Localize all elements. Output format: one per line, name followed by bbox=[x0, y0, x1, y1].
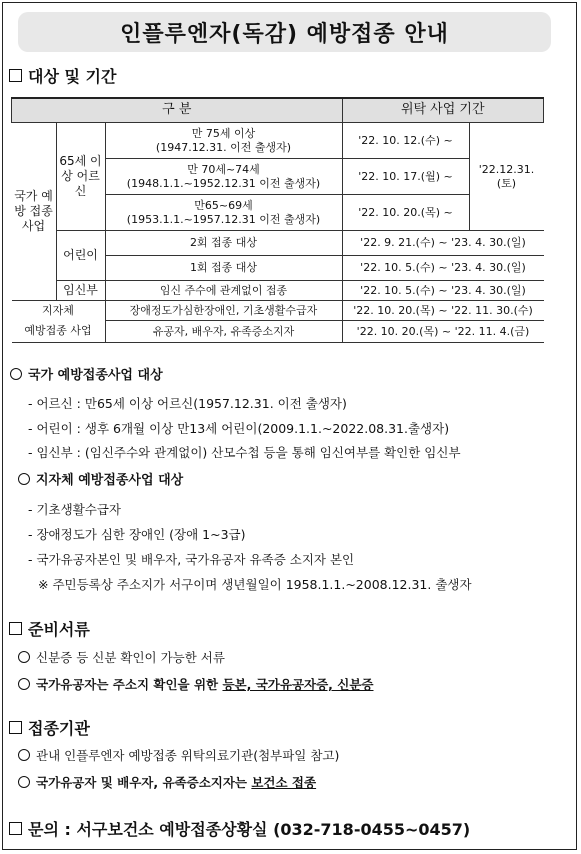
document-item bbox=[18, 648, 225, 666]
checkbox-square-icon bbox=[9, 721, 22, 734]
circle-bullet-icon bbox=[18, 776, 30, 788]
local-program-cell: 지자체 bbox=[12, 301, 106, 321]
local-target-title: 지자체 예방접종사업 대상 bbox=[36, 473, 184, 488]
table-header-category: 구 분 bbox=[12, 98, 343, 123]
elderly-end-cell: '22.12.31. (토) bbox=[469, 123, 544, 231]
schedule-table bbox=[11, 97, 544, 343]
local-program-cell-2: 예방접종 사업 bbox=[12, 321, 106, 343]
period-cell: '22. 10. 12.(수) ~ bbox=[342, 123, 469, 159]
document-item bbox=[18, 675, 374, 693]
pregnant-cell: 임신부 bbox=[56, 281, 105, 301]
table-row: 만65~69세 (1953.1.1.~1957.12.31 이전 출생자) bbox=[105, 195, 342, 231]
list-item: ※ 주민등록상 주소지가 서구이며 생년월일이 1958.1.1.~2008.12.31. 출생자 bbox=[38, 577, 472, 592]
circle-bullet-icon bbox=[18, 678, 30, 690]
period-cell: '22. 10. 5.(수) ~ '23. 4. 30.(일) bbox=[342, 256, 544, 281]
checkbox-square-icon bbox=[9, 822, 22, 835]
circle-bullet-icon bbox=[18, 473, 30, 485]
section-contact-heading bbox=[9, 817, 470, 840]
checkbox-square-icon bbox=[9, 622, 22, 635]
section-institutions-heading bbox=[9, 716, 90, 739]
local-target-heading bbox=[18, 469, 183, 488]
list-item: - 어르신 : 만65세 이상 어르신(1957.12.31. 이전 출생자) bbox=[28, 396, 347, 411]
table-row: 2회 접종 대상 bbox=[105, 231, 342, 256]
circle-bullet-icon bbox=[18, 749, 30, 761]
list-item: - 임신부 : (임신주수와 관계없이) 산모수첩 등을 통해 임신여부를 확인한 임신부 bbox=[28, 445, 461, 460]
document-item-text: 국가유공자는 주소지 확인을 위한 등본, 국가유공자증, 신분증 bbox=[36, 677, 374, 692]
table-header-period: 위탁 사업 기간 bbox=[342, 98, 544, 123]
table-row: 장애정도가심한장애인, 기초생활수급자 bbox=[105, 301, 342, 321]
list-item: - 국가유공자본인 및 배우자, 국가유공자 유족증 소지자 본인 bbox=[28, 552, 355, 567]
table-row: 만 70세~74세 (1948.1.1.~1952.12.31 이전 출생자) bbox=[105, 159, 342, 195]
period-cell: '22. 10. 20.(목) ~ bbox=[342, 195, 469, 231]
checkbox-square-icon bbox=[9, 69, 22, 82]
institution-item-text: 관내 인플루엔자 예방접종 위탁의료기관(첨부파일 참고) bbox=[36, 748, 340, 763]
national-target-heading bbox=[10, 364, 163, 383]
period-cell: '22. 9. 21.(수) ~ '23. 4. 30.(일) bbox=[342, 231, 544, 256]
section-target-heading bbox=[9, 64, 116, 87]
institution-item bbox=[18, 746, 339, 764]
section-documents-label: 준비서류 bbox=[28, 620, 90, 639]
list-item: - 기초생활수급자 bbox=[28, 502, 122, 517]
institution-item-text: 국가유공자 및 배우자, 유족증소지자는 보건소 접종 bbox=[36, 775, 317, 790]
table-row: 만 75세 이상 (1947.12.31. 이전 출생자) bbox=[105, 123, 342, 159]
circle-bullet-icon bbox=[18, 651, 30, 663]
period-cell: '22. 10. 20.(목) ~ '22. 11. 30.(수) bbox=[342, 301, 544, 321]
period-cell: '22. 10. 20.(목) ~ '22. 11. 4.(금) bbox=[342, 321, 544, 343]
period-cell: '22. 10. 5.(수) ~ '23. 4. 30.(일) bbox=[342, 281, 544, 301]
section-target-label: 대상 및 기간 bbox=[28, 67, 117, 86]
list-item: - 어린이 : 생후 6개월 이상 만13세 어린이(2009.1.1.~2022.08.31.출생자) bbox=[28, 421, 450, 436]
document-item-text: 신분증 등 신분 확인이 가능한 서류 bbox=[36, 650, 225, 665]
page-title: 인플루엔자(독감) 예방접종 안내 bbox=[18, 12, 551, 52]
circle-bullet-icon bbox=[10, 368, 22, 380]
table-row: 유공자, 배우자, 유족증소지자 bbox=[105, 321, 342, 343]
list-item: - 장애정도가 심한 장애인 (장애 1~3급) bbox=[28, 527, 246, 542]
institution-item bbox=[18, 773, 316, 791]
section-documents-heading bbox=[9, 617, 90, 640]
table-row: 1회 접종 대상 bbox=[105, 256, 342, 281]
child-cell: 어린이 bbox=[56, 231, 105, 281]
table-row: 임신 주수에 관계없이 접종 bbox=[105, 281, 342, 301]
section-institutions-label: 접종기관 bbox=[28, 719, 90, 738]
national-program-cell: 국가 예방 접종 사업 bbox=[12, 123, 57, 301]
contact-text: 문의 : 서구보건소 예방접종상황실 (032-718-0455~0457) bbox=[28, 820, 471, 839]
elderly-cell: 65세 이상 어르신 bbox=[56, 123, 105, 231]
national-target-title: 국가 예방접종사업 대상 bbox=[28, 368, 163, 383]
period-cell: '22. 10. 17.(월) ~ bbox=[342, 159, 469, 195]
